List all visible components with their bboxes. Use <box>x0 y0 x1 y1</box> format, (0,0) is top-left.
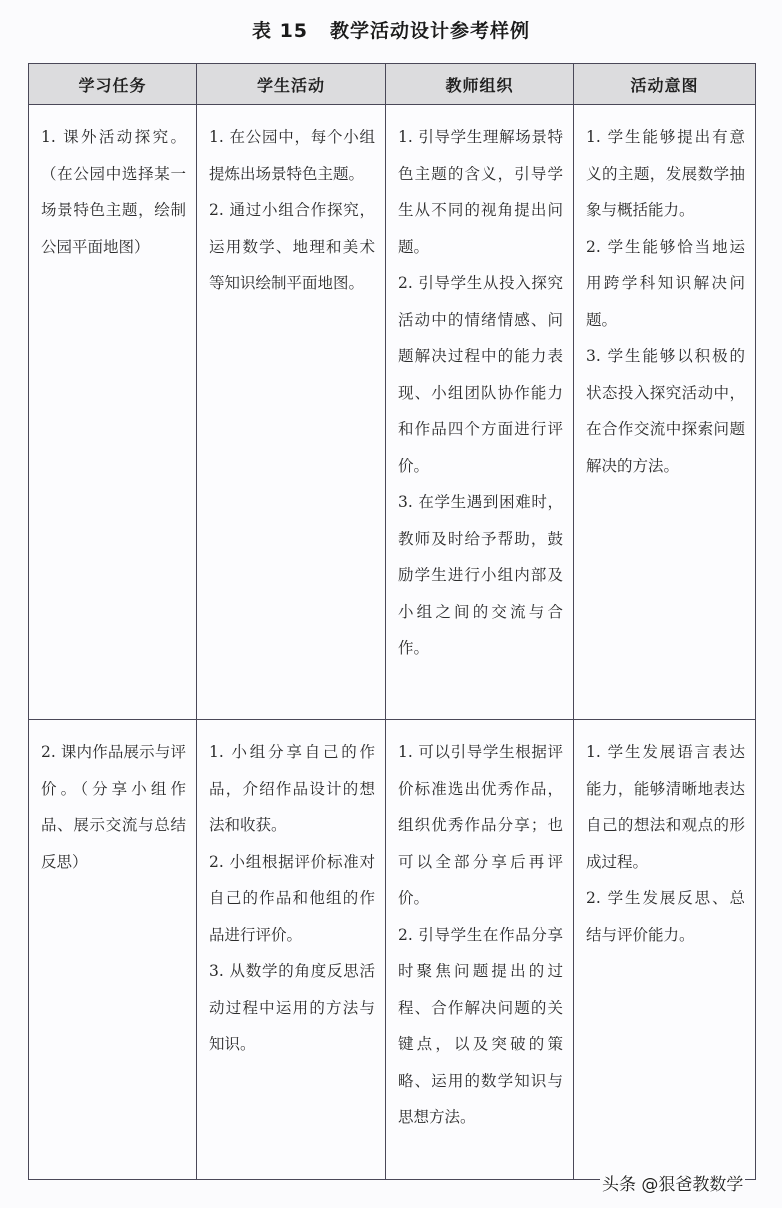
intent-item: 1. 学生能够提出有意义的主题，发展数学抽象与概括能力。 <box>586 128 745 219</box>
intent-item: 3. 学生能够以积极的状态投入探究活动中，在合作交流中探索问题解决的方法。 <box>586 347 745 475</box>
activity-design-table <box>28 63 756 1180</box>
teacher-organization-item: 1. 引导学生理解场景特色主题的含义，引导学生从不同的视角提出问题。 <box>398 128 563 256</box>
intent-item: 2. 学生能够恰当地运用跨学科知识解决问题。 <box>586 237 745 329</box>
task-text: 2. 课内作品展示与评价。（分享小组作品、展示交流与总结反思） <box>41 743 186 871</box>
cell-task <box>29 720 197 1180</box>
table-row <box>29 720 756 1180</box>
teacher-organization-item: 2. 引导学生在作品分享时聚焦问题提出的过程、合作解决问题的关键点，以及突破的策略、运用的数学知识与思想方法。 <box>398 925 563 1126</box>
cell-teacher-organization <box>386 720 574 1180</box>
table-header-row <box>29 64 756 105</box>
student-activity-item: 3. 从数学的角度反思活动过程中运用的方法与知识。 <box>209 962 375 1053</box>
cell-student-activity <box>197 105 386 720</box>
table-number: 表 15 <box>251 20 309 42</box>
intent-item: 2. 学生发展反思、总结与评价能力。 <box>586 889 745 944</box>
cell-task <box>29 105 197 720</box>
teacher-organization-item: 2. 引导学生从投入探究活动中的情绪情感、问题解决过程中的能力表现、小组团队协作能力和作品四个方面进行评价。 <box>398 274 563 475</box>
table-title: 教学活动设计参考样例 <box>330 20 531 42</box>
student-activity-item: 1. 在公园中，每个小组提炼出场景特色主题。 <box>209 128 375 183</box>
cell-activity-intent <box>574 720 756 1180</box>
teacher-organization-item: 1. 可以引导学生根据评价标准选出优秀作品，组织优秀作品分享；也可以全部分享后再评价。 <box>398 743 563 907</box>
cell-activity-intent <box>574 105 756 720</box>
student-activity-item: 2. 小组根据评价标准对自己的作品和他组的作品进行评价。 <box>209 852 375 944</box>
cell-teacher-organization <box>386 105 574 720</box>
header-activity-intent: 活动意图 <box>574 64 756 105</box>
task-text: 1. 课外活动探究。（在公园中选择某一场景特色主题，绘制公园平面地图） <box>41 128 186 256</box>
header-student-activity: 学生活动 <box>197 64 386 105</box>
header-teacher-organization: 教师组织 <box>386 64 574 105</box>
student-activity-item: 1. 小组分享自己的作品，介绍作品设计的想法和收获。 <box>209 743 375 834</box>
teacher-organization-item: 3. 在学生遇到困难时，教师及时给予帮助，鼓励学生进行小组内部及小组之间的交流与合作。 <box>398 493 563 657</box>
header-learning-task: 学习任务 <box>29 64 197 105</box>
table-caption <box>0 16 782 43</box>
student-activity-item: 2. 通过小组合作探究，运用数学、地理和美术等知识绘制平面地图。 <box>209 201 375 292</box>
intent-item: 1. 学生发展语言表达能力，能够清晰地表达自己的想法和观点的形成过程。 <box>586 743 745 871</box>
table-row <box>29 105 756 720</box>
watermark: 头条 @狠爸教数学 <box>600 1170 745 1195</box>
cell-student-activity <box>197 720 386 1180</box>
